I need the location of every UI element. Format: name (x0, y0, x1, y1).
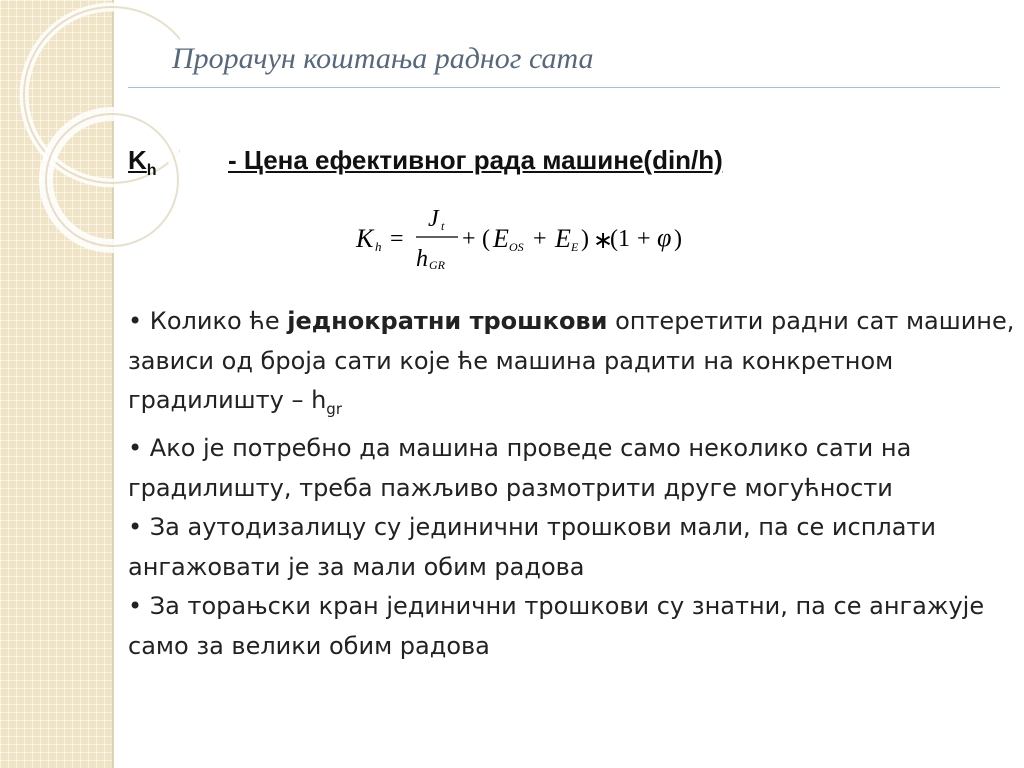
formula-lhs-var: K (356, 224, 374, 253)
bullet-item: • Колико ће једнократни трошкови оптеретити радни сат машине, зависи од броја сати које ће машина радити на конкретном градилишту – $h_{gr}$ (128, 307, 1015, 418)
formula-num-sub: t (441, 219, 445, 233)
formula-close: ) (674, 226, 682, 252)
formula-plus-2: + (533, 226, 547, 252)
formula-plus-1: + (462, 226, 476, 252)
formula-phi: φ (657, 223, 672, 252)
formula-plus-3: + (637, 226, 651, 252)
formula-times: ∗ (593, 228, 614, 254)
definition-description: - Цена ефективног рада машине(din/h) (228, 145, 723, 175)
formula-lparen: ( (482, 226, 490, 252)
bullet-item: • За аутодизалицу су јединични трошкови мали, па се исплати ангажовати је за мали обим радова (128, 513, 937, 581)
cost-formula (352, 200, 712, 280)
formula-e1-var: E (493, 224, 509, 253)
formula-e1-sub: OS (509, 240, 524, 254)
slide-title: Прорачун коштања радног сата (172, 42, 594, 75)
formula-lhs-sub: h (375, 239, 382, 254)
formula-e2-var: E (555, 224, 571, 253)
bullet-item: • Ако је потребно да машина проведе само неколико сати на градилишту, треба пажљиво размотрити друге могућности (128, 434, 912, 502)
formula-den-var: h (416, 246, 428, 272)
formula-factor: (1 (610, 226, 630, 252)
definition-row (128, 145, 1008, 185)
definition-symbol: $K_h$ (128, 145, 157, 180)
formula-svg (352, 200, 712, 280)
formula-rparen: ) (581, 226, 589, 252)
formula-e2-sub: E (571, 240, 579, 254)
formula-equals: = (390, 226, 404, 252)
formula-den-sub: GR (429, 258, 445, 272)
formula-num-var: J (428, 206, 439, 232)
bullet-item: • За торањски кран јединични трошкови су знатни, па се ангажује само за велики обим радова (128, 592, 985, 660)
title-underline (128, 87, 1000, 88)
bullet-list (128, 302, 1018, 666)
decorative-circles (0, 0, 180, 260)
